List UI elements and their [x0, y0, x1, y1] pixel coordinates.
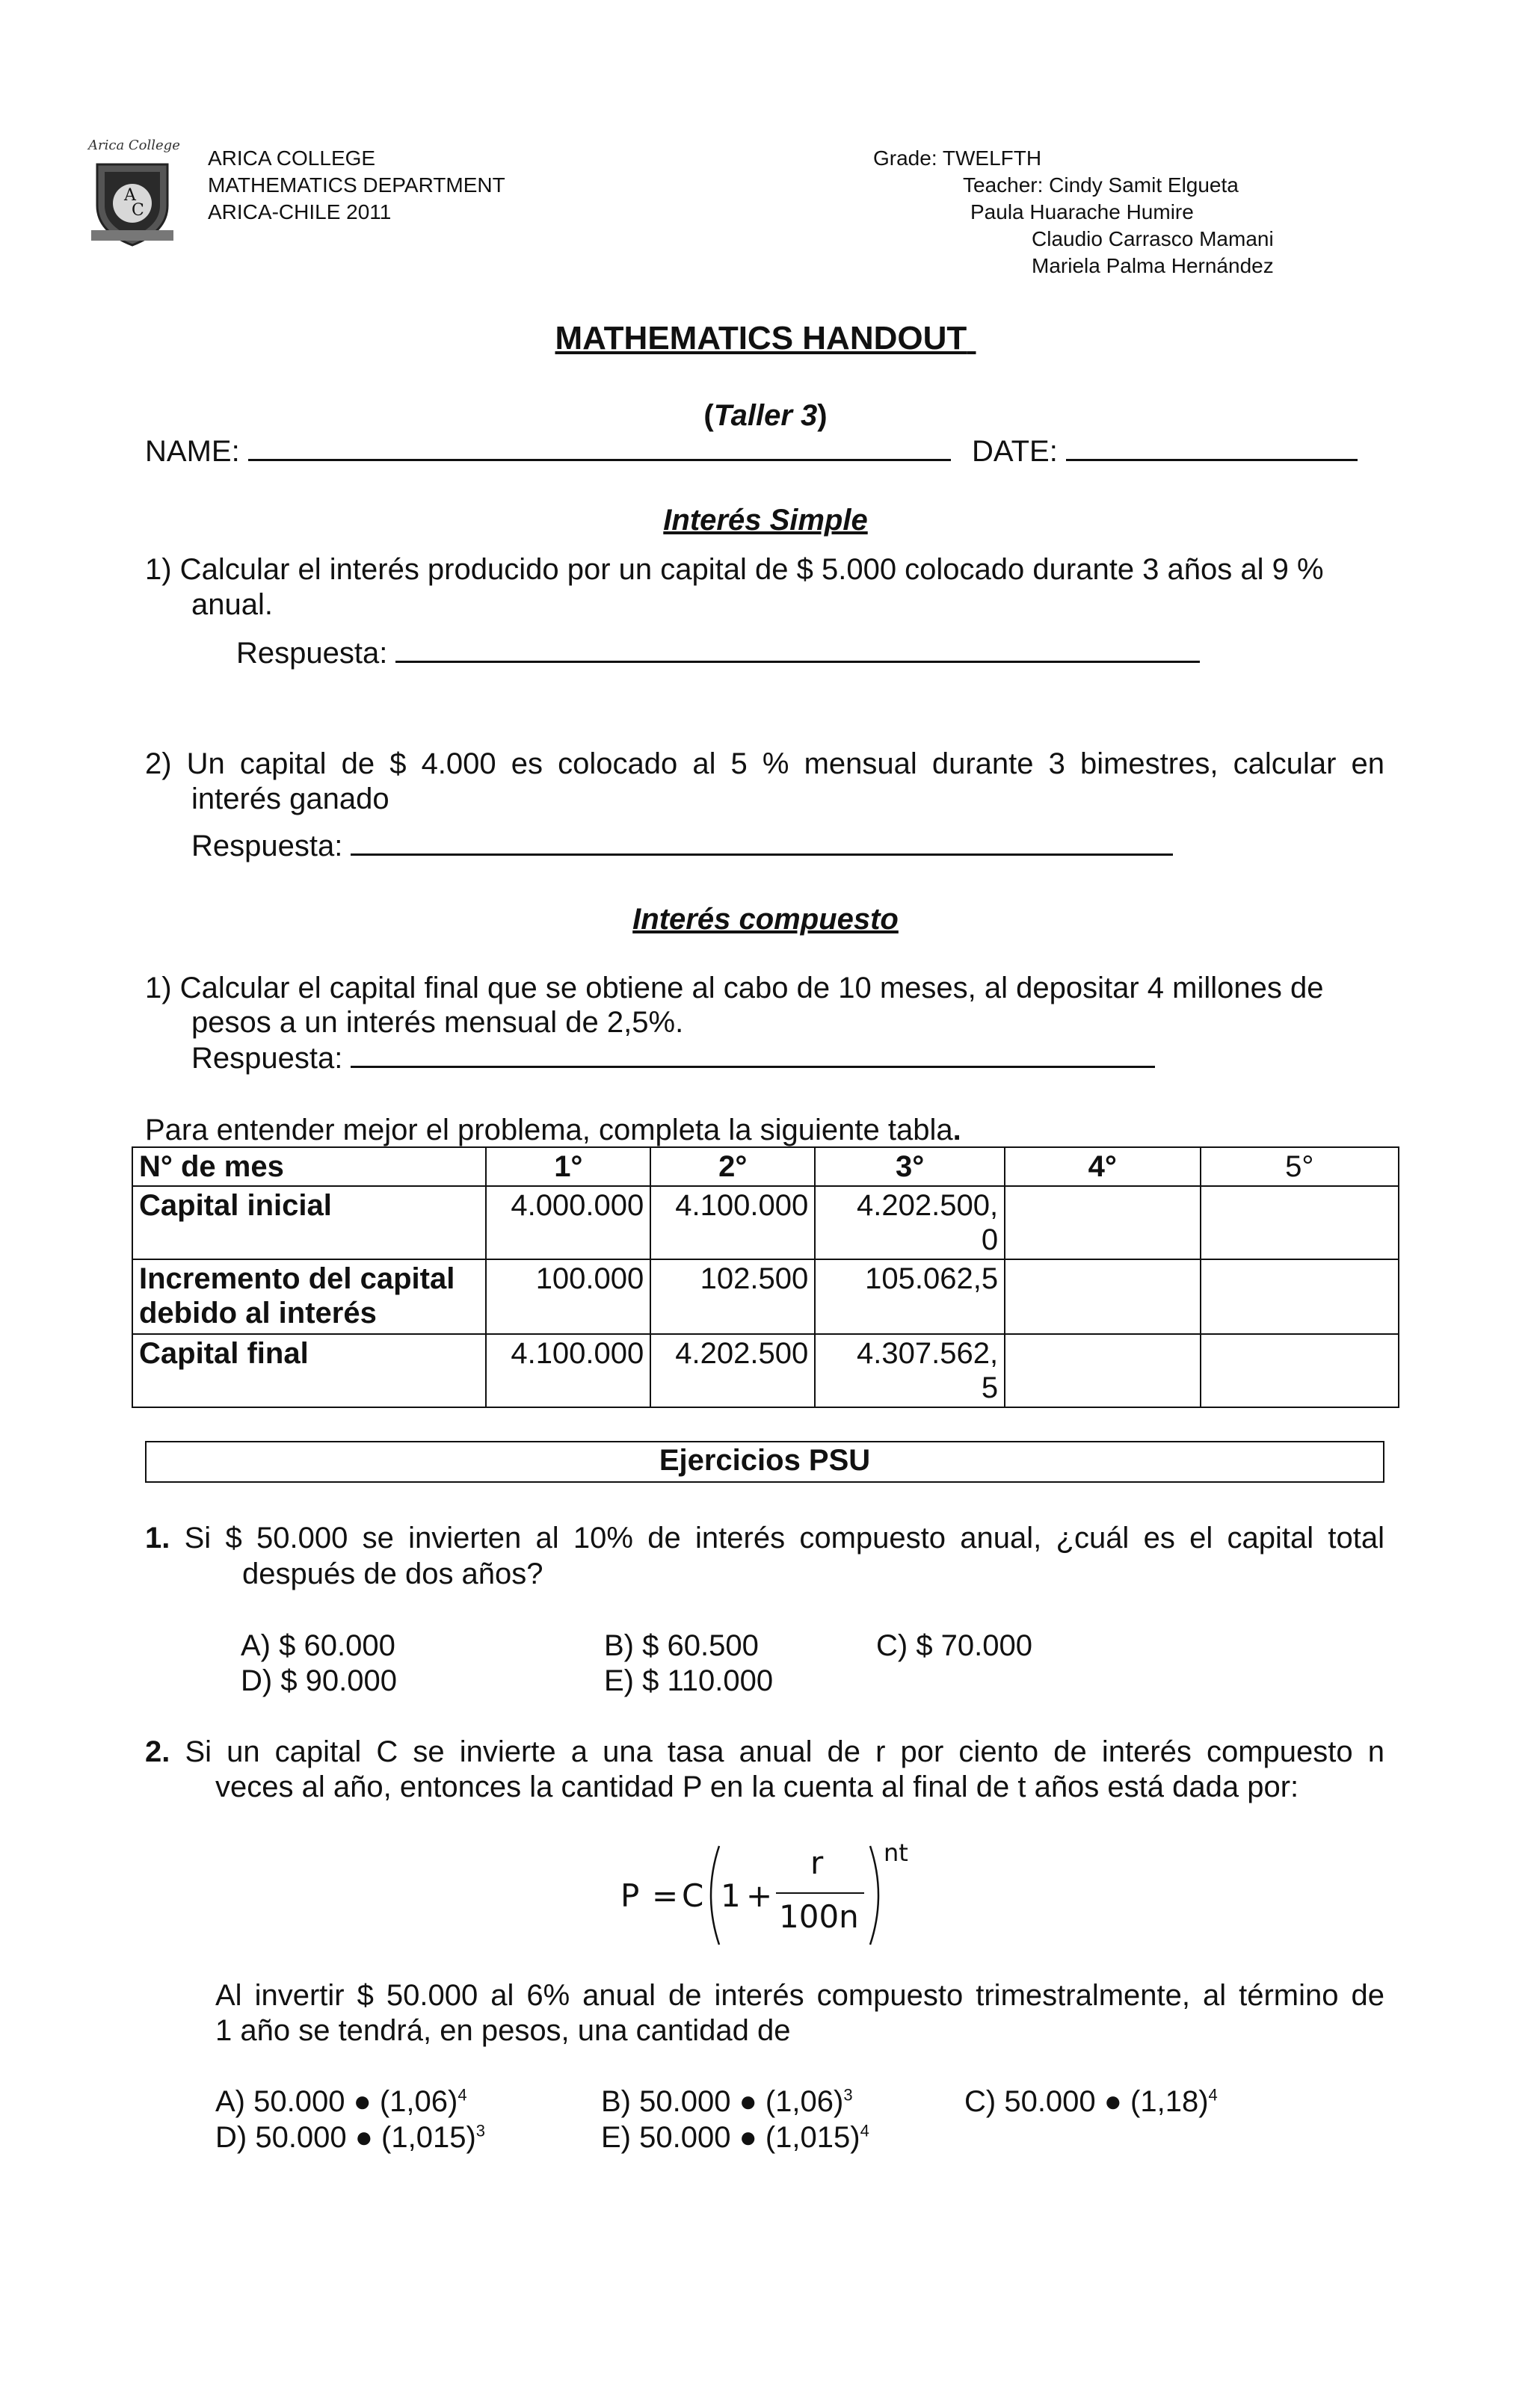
compound-q1-answer[interactable] — [191, 1040, 1155, 1076]
answer-label: Respuesta: — [191, 830, 343, 862]
school-info — [208, 145, 505, 226]
table-cell: 4.202.500 — [650, 1334, 815, 1407]
psu-q2-option-b[interactable]: B) 50.000 ● $(1,06)^3$ — [601, 2085, 853, 2118]
psu-q2-line4: 1 año se tendrá, en pesos, una cantidad de — [215, 2014, 791, 2047]
subtitle: (Taller 3) — [703, 399, 828, 432]
table-cell: 105.062,5 — [815, 1259, 1005, 1334]
psu-q1-line1: 1. Si $ 50.000 se invierten al 10% de interés compuesto anual, ¿cuál es el capital total — [145, 1522, 1384, 1555]
left-paren — [700, 1843, 722, 1948]
table-cell: 4.100.000 — [650, 1186, 815, 1259]
table-cell: 4.100.000 — [486, 1334, 650, 1407]
table-row — [132, 1259, 1399, 1334]
table-cell: 4.307.562, 5 — [815, 1334, 1005, 1407]
psu-heading: Ejercicios PSU — [659, 1444, 871, 1477]
table-cell-blank[interactable] — [1005, 1186, 1200, 1259]
psu-q2-option-c[interactable]: C) 50.000 ● $(1,18)^4$ — [964, 2085, 1218, 2118]
name-label: NAME: — [145, 435, 240, 468]
table-intro: Para entender mejor el problema, completa la siguiente tabla. — [145, 1114, 961, 1146]
simple-q1-line2: anual. — [191, 588, 273, 621]
formula-lhs: P — [620, 1877, 640, 1914]
formula-c: C — [682, 1877, 704, 1914]
psu-q2-option-d[interactable]: D) 50.000 ● $(1,015)^3$ — [215, 2121, 486, 2154]
answer-blank[interactable] — [395, 638, 1200, 663]
table-row — [132, 1186, 1399, 1259]
row-label: Capital final — [132, 1334, 486, 1407]
fraction-bar — [776, 1892, 864, 1894]
compound-q1-line2: pesos a un interés mensual de 2,5%. — [191, 1006, 684, 1039]
table-cell-blank[interactable] — [1005, 1259, 1200, 1334]
school-location-year: ARICA-CHILE 2011 — [208, 200, 392, 223]
compound-interest-formula — [613, 1839, 927, 1951]
teacher-name: Paula Huarache Humire — [970, 200, 1194, 223]
formula-plus: + — [746, 1877, 773, 1914]
teacher-label: Teacher: Cindy Samit Elgueta — [963, 173, 1239, 197]
simple-q1-line1: 1) Calcular el interés producido por un capital de $ 5.000 colocado durante 3 años al 9 % — [145, 553, 1324, 586]
table-cell: 4.202.500, 0 — [815, 1186, 1005, 1259]
page-title: MATHEMATICS HANDOUT — [555, 320, 967, 356]
formula-equals: = — [652, 1877, 679, 1914]
interest-table — [132, 1146, 1399, 1408]
table-cell: 102.500 — [650, 1259, 815, 1334]
table-header-row — [132, 1147, 1399, 1186]
simple-q2-line1: 2) Un capital de $ 4.000 es colocado al 5 % mensual durante 3 bimestres, calcular en — [145, 747, 1384, 780]
table-header: 1° — [486, 1147, 650, 1186]
table-header: 5° — [1201, 1147, 1399, 1186]
section-heading-simple: Interés Simple — [663, 504, 868, 537]
row-label: Capital inicial — [132, 1186, 486, 1259]
logo-text: Arica College — [88, 138, 180, 153]
formula-exponent: nt — [884, 1839, 908, 1867]
psu-q2-line1: 2. Si un capital C se invierte a una tasa anual de r por ciento de interés compuesto n — [145, 1735, 1384, 1768]
table-cell-blank[interactable] — [1005, 1334, 1200, 1407]
formula-numerator: r — [810, 1844, 824, 1881]
name-blank[interactable] — [248, 436, 951, 461]
answer-blank[interactable] — [351, 831, 1173, 856]
svg-text:A: A — [124, 186, 136, 205]
psu-q1-line2: después de dos años? — [242, 1558, 543, 1590]
department-name: MATHEMATICS DEPARTMENT — [208, 173, 505, 197]
table-cell-blank[interactable] — [1201, 1334, 1399, 1407]
grade-label: Grade: TWELFTH — [873, 146, 1042, 170]
psu-q2-line2: veces al año, entonces la cantidad P en la cuenta al final de t años está dada por: — [215, 1771, 1299, 1803]
table-cell-blank[interactable] — [1201, 1259, 1399, 1334]
psu-q2-line3: Al invertir $ 50.000 al 6% anual de interés compuesto trimestralmente, al término de — [215, 1979, 1384, 2012]
psu-q1-option-c[interactable]: C) $ 70.000 — [876, 1629, 1033, 1662]
psu-q1-option-a[interactable]: A) $ 60.000 — [241, 1629, 395, 1662]
name-field[interactable] — [145, 433, 951, 469]
date-label: DATE: — [972, 435, 1058, 468]
svg-text:C: C — [132, 201, 144, 220]
answer-label: Respuesta: — [236, 637, 388, 670]
answer-label: Respuesta: — [191, 1042, 343, 1075]
school-name: ARICA COLLEGE — [208, 146, 376, 170]
simple-q1-answer[interactable] — [236, 635, 1200, 671]
psu-q1-option-e[interactable]: E) $ 110.000 — [604, 1664, 774, 1697]
psu-q2-option-e[interactable]: E) 50.000 ● $(1,015)^4$ — [601, 2121, 869, 2154]
date-blank[interactable] — [1066, 436, 1358, 461]
teacher-name: Claudio Carrasco Mamani — [1032, 227, 1274, 250]
date-field[interactable] — [972, 433, 1358, 469]
simple-q2-line2: interés ganado — [191, 782, 389, 815]
row-label: Incremento del capital debido al interés — [132, 1259, 486, 1334]
answer-blank[interactable] — [351, 1043, 1155, 1068]
table-header: N° de mes — [132, 1147, 486, 1186]
table-header: 2° — [650, 1147, 815, 1186]
table-row — [132, 1334, 1399, 1407]
teacher-name: Mariela Palma Hernández — [1032, 254, 1274, 277]
psu-q2-option-a[interactable]: A) 50.000 ● $(1,06)^4$ — [215, 2085, 467, 2118]
table-cell: 100.000 — [486, 1259, 650, 1334]
compound-q1-line1: 1) Calcular el capital final que se obtiene al cabo de 10 meses, al depositar 4 millones de — [145, 972, 1324, 1004]
section-heading-compound: Interés compuesto — [632, 903, 899, 936]
simple-q2-answer[interactable] — [191, 828, 1173, 864]
table-header: 4° — [1005, 1147, 1200, 1186]
table-header: 3° — [815, 1147, 1005, 1186]
psu-q1-option-d[interactable]: D) $ 90.000 — [241, 1664, 398, 1697]
psu-heading-box — [145, 1441, 1384, 1483]
formula-one: 1 — [721, 1877, 741, 1914]
table-cell-blank[interactable] — [1201, 1186, 1399, 1259]
formula-denominator: 100n — [779, 1898, 859, 1935]
table-cell: 4.000.000 — [486, 1186, 650, 1259]
psu-q1-option-b[interactable]: B) $ 60.500 — [604, 1629, 759, 1662]
school-logo — [84, 135, 181, 247]
